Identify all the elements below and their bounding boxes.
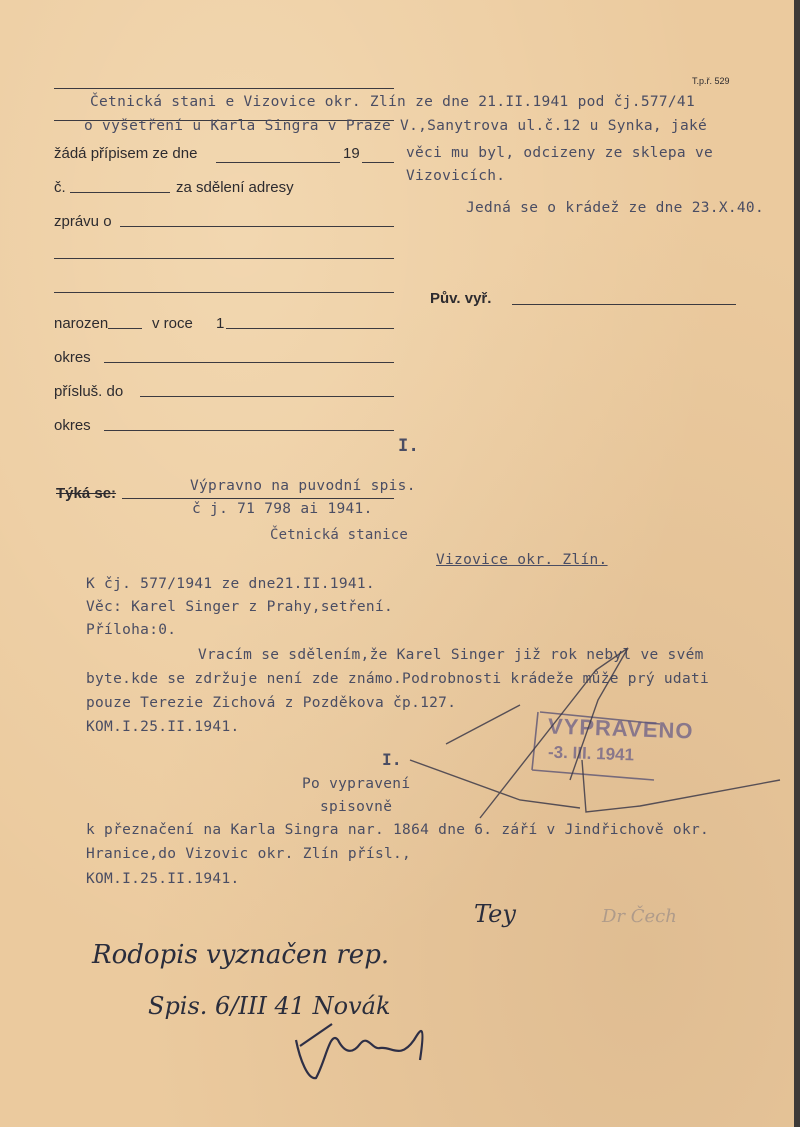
address-label: za sdělení adresy: [176, 179, 294, 196]
typed-line-place: Vizovicích.: [406, 168, 506, 184]
zpravu-label: zprávu o: [54, 213, 112, 230]
typed-prez-1: k přeznačení na Karla Singra nar. 1864 dne 6. září v Jindřichově okr.: [86, 822, 710, 838]
form-code: T.p.ř. 529: [692, 76, 730, 86]
typed-reference-number: č j. 71 798 ai 1941.: [192, 501, 373, 517]
handwritten-signature: [296, 1024, 422, 1078]
tyka-label: Týká se:: [56, 485, 117, 502]
typed-vypravno: Výpravno na puvodní spis.: [190, 478, 416, 494]
stamp-date: -3. III. 1941: [547, 742, 635, 765]
typed-line-station: Četnická stani e Vizovice okr. Zlín ze dne 21.II.1941 pod čj.577/41: [90, 94, 695, 110]
roman-numeral-2: I.: [382, 750, 402, 769]
typed-signature-1: KOM.I.25.II.1941.: [86, 719, 240, 735]
typed-attachment-line: Příloha:0.: [86, 622, 177, 638]
typed-ref-line: K čj. 577/1941 ze dne21.II.1941.: [86, 576, 375, 592]
okres-label: okres: [54, 349, 91, 366]
v-roce-prefix: 1: [216, 315, 225, 332]
handwritten-note-2: Spis. 6/III 41 Novák: [148, 992, 391, 1020]
handwritten-note-1: Rodopis vyznačen rep.: [92, 940, 390, 970]
typed-spisovne: spisovně: [320, 799, 393, 815]
typed-signature-2: KOM.I.25.II.1941.: [86, 871, 240, 887]
typed-subject-line: Věc: Karel Singer z Prahy,setření.: [86, 599, 394, 615]
number-label: č.: [54, 179, 66, 196]
stamp-label: VYPRAVENO: [547, 713, 694, 744]
typed-station: Četnická stanice: [270, 527, 409, 543]
typed-po-vypraveni: Po vypravení: [302, 776, 411, 792]
typed-line-theft-date: Jedná se o krádež ze dne 23.X.40.: [466, 200, 764, 216]
typed-line-investigation: o vyšetření u Karla Singra v Praze V.,Sanytrova ul.č.12 u Synka, jaké: [84, 118, 708, 134]
roman-numeral-1: I.: [398, 436, 420, 456]
stamp-frame: [532, 712, 660, 780]
okres2-label: okres: [54, 417, 91, 434]
handwritten-faint-note: Dr Čech: [602, 906, 677, 927]
year-prefix: 19: [343, 145, 360, 162]
typed-body-1: Vracím se sdělením,že Karel Singer již rok nebyl ve svém: [198, 647, 704, 663]
typed-body-2: byte.kde se zdržuje není zde známo.Podrobnosti krádeže může prý udati: [86, 671, 710, 687]
pen-flourish: [410, 648, 780, 818]
handwritten-initial: Tey: [474, 900, 516, 928]
typed-station-place: Vizovice okr. Zlín.: [436, 552, 608, 568]
typed-body-3: pouze Terezie Zichová z Pozděkova čp.127.: [86, 695, 457, 711]
v-roce-label: v roce: [152, 315, 193, 332]
prislus-label: přísluš. do: [54, 383, 124, 400]
narozen-label: narozen: [54, 315, 109, 332]
request-label: žádá přípisem ze dne: [54, 145, 198, 162]
typed-prez-2: Hranice,do Vizovic okr. Zlín přísl.,: [86, 846, 412, 862]
puv-label: Pův. vyř.: [430, 290, 492, 307]
typed-line-stolen: věci mu byl, odcizeny ze sklepa ve: [406, 145, 714, 161]
